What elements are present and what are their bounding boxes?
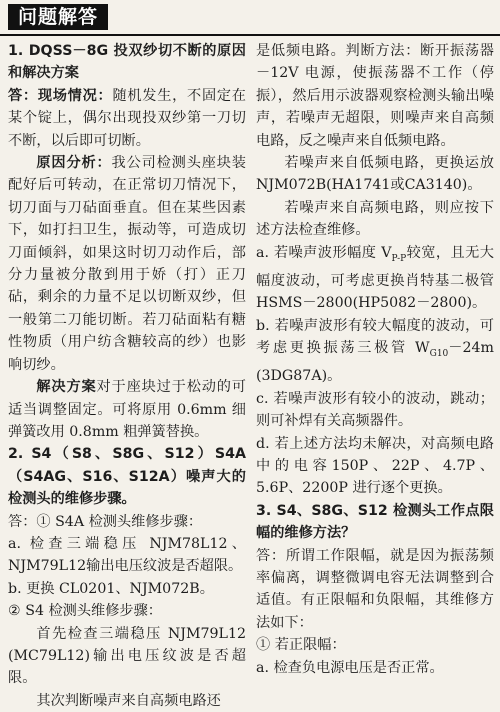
q2-step-a: a. 检查三端稳压 NJM78L12、NJM79L12输出电压纹波是否超限。 xyxy=(8,535,246,575)
q1-situation-text: 随机发生，不固定在某个锭上，偶尔出现投双纱第一刀切不断，以后即可切断。 xyxy=(8,87,246,149)
q1-solution-label: 解决方案 xyxy=(36,379,97,396)
q1-solution-text: 对于座块过于松动的可适当调整固定。可将原用 0.6mm 细弹簧改用 0.8mm 粗弹簧替换。 xyxy=(8,379,246,440)
item-a-rest: 较宽，且无大幅度波动，可考虑更换肖特基二极管 HSMS－2800(HP5082－2800)。 xyxy=(256,244,494,312)
q3-answer: 答：所谓工作限幅，就是因为振荡频率偏离，调整微调电容无法调整到合适值。有正限幅和负限幅，其维修方法如下： xyxy=(256,547,494,631)
left-column xyxy=(8,40,246,712)
item-d: d. 若上述方法均未解决，对高频电路中的电容150P、22P、4.7P、5.6P、2200P 进行逐个更换。 xyxy=(256,435,494,497)
q1-cause-text: 我公司检测头座块装配好后可转动，在正常切刀情况下，切刀面与刀砧面垂直。但在某些因素下，如打扫卫生，振动等，可造成切刀面倾斜，如果这时切刀动作后，部分力量被分散到用于娇（打）正刀砧，剩余的力量不足以切断双纱，但一般第二刀能切断。若刀砧面粘有糖性物质（用户纺含糖较高的纱）也影响切纱。 xyxy=(8,155,246,373)
section-title: 问题解答 xyxy=(8,4,108,30)
item-a-text: a. 若噪声波形幅度 V xyxy=(256,244,392,261)
q2-s4-text: 首先检查三端稳压 NJM79L12 (MC79L12)输出电压纹波是否超限。 xyxy=(8,625,246,687)
item-b-rest: －24m (3DG87A)。 xyxy=(256,340,494,385)
q3-item-a: a. 检查负电源电压是否正常。 xyxy=(256,659,444,676)
q1-solution xyxy=(8,376,246,443)
q1-cause-label: 原因分析： xyxy=(36,155,112,172)
right-p3: 若噪声来自高频电路，则应按下述方法检查维修。 xyxy=(256,199,494,239)
q3-title: 3. S4、S8G、S12 检测头工作点限幅的维修方法？ xyxy=(256,502,494,542)
q1-situation-label: 答：现场情况： xyxy=(8,87,113,104)
q2-title: 2. S4（S8、S8G、S12）S4A（S4AG、S16、S12A）噪声大的检测头的维修步骤。 xyxy=(8,446,246,508)
item-b-sub: G10 xyxy=(429,348,449,359)
item-b xyxy=(256,315,494,388)
q1-cause xyxy=(8,152,246,376)
q2-answer-2: ② S4 检测头维修步骤： xyxy=(8,603,162,620)
q2-step-b: b. 更换 CL0201、NJM072B。 xyxy=(8,580,214,597)
item-a xyxy=(256,242,494,315)
q3-item-1: ① 若正限幅： xyxy=(256,637,346,654)
right-column xyxy=(256,40,494,679)
right-p1: 是低频电路。判断方法：断开振荡器－12V 电源，使振荡器不工作（停振），然后用示波器观察检测头输出噪声，若噪声无超限，则噪声来自高频电路，反之噪声来自低频电路。 xyxy=(256,43,494,149)
item-b-text: b. 若噪声波形有较大幅度的波动，可考虑更换振荡三极管 W xyxy=(256,317,494,357)
q2-answer-1: 答：① S4A 检测头维修步骤： xyxy=(8,513,203,530)
q2-s4-text-2: 其次判断噪声来自高频电路还 xyxy=(36,692,221,709)
item-a-sub: P-P xyxy=(391,253,407,264)
q1-title: 1. DQSS－8G 投双纱切不断的原因和解决方案 xyxy=(8,43,246,82)
q1-situation xyxy=(8,85,246,152)
section-header-bar xyxy=(0,0,500,36)
item-c: c. 若噪声波形有较小的波动，跳动；则可补焊有关高频器件。 xyxy=(256,390,494,430)
right-p2: 若噪声来自低频电路，更换运放NJM072B(HA1741或CA3140)。 xyxy=(256,155,494,194)
